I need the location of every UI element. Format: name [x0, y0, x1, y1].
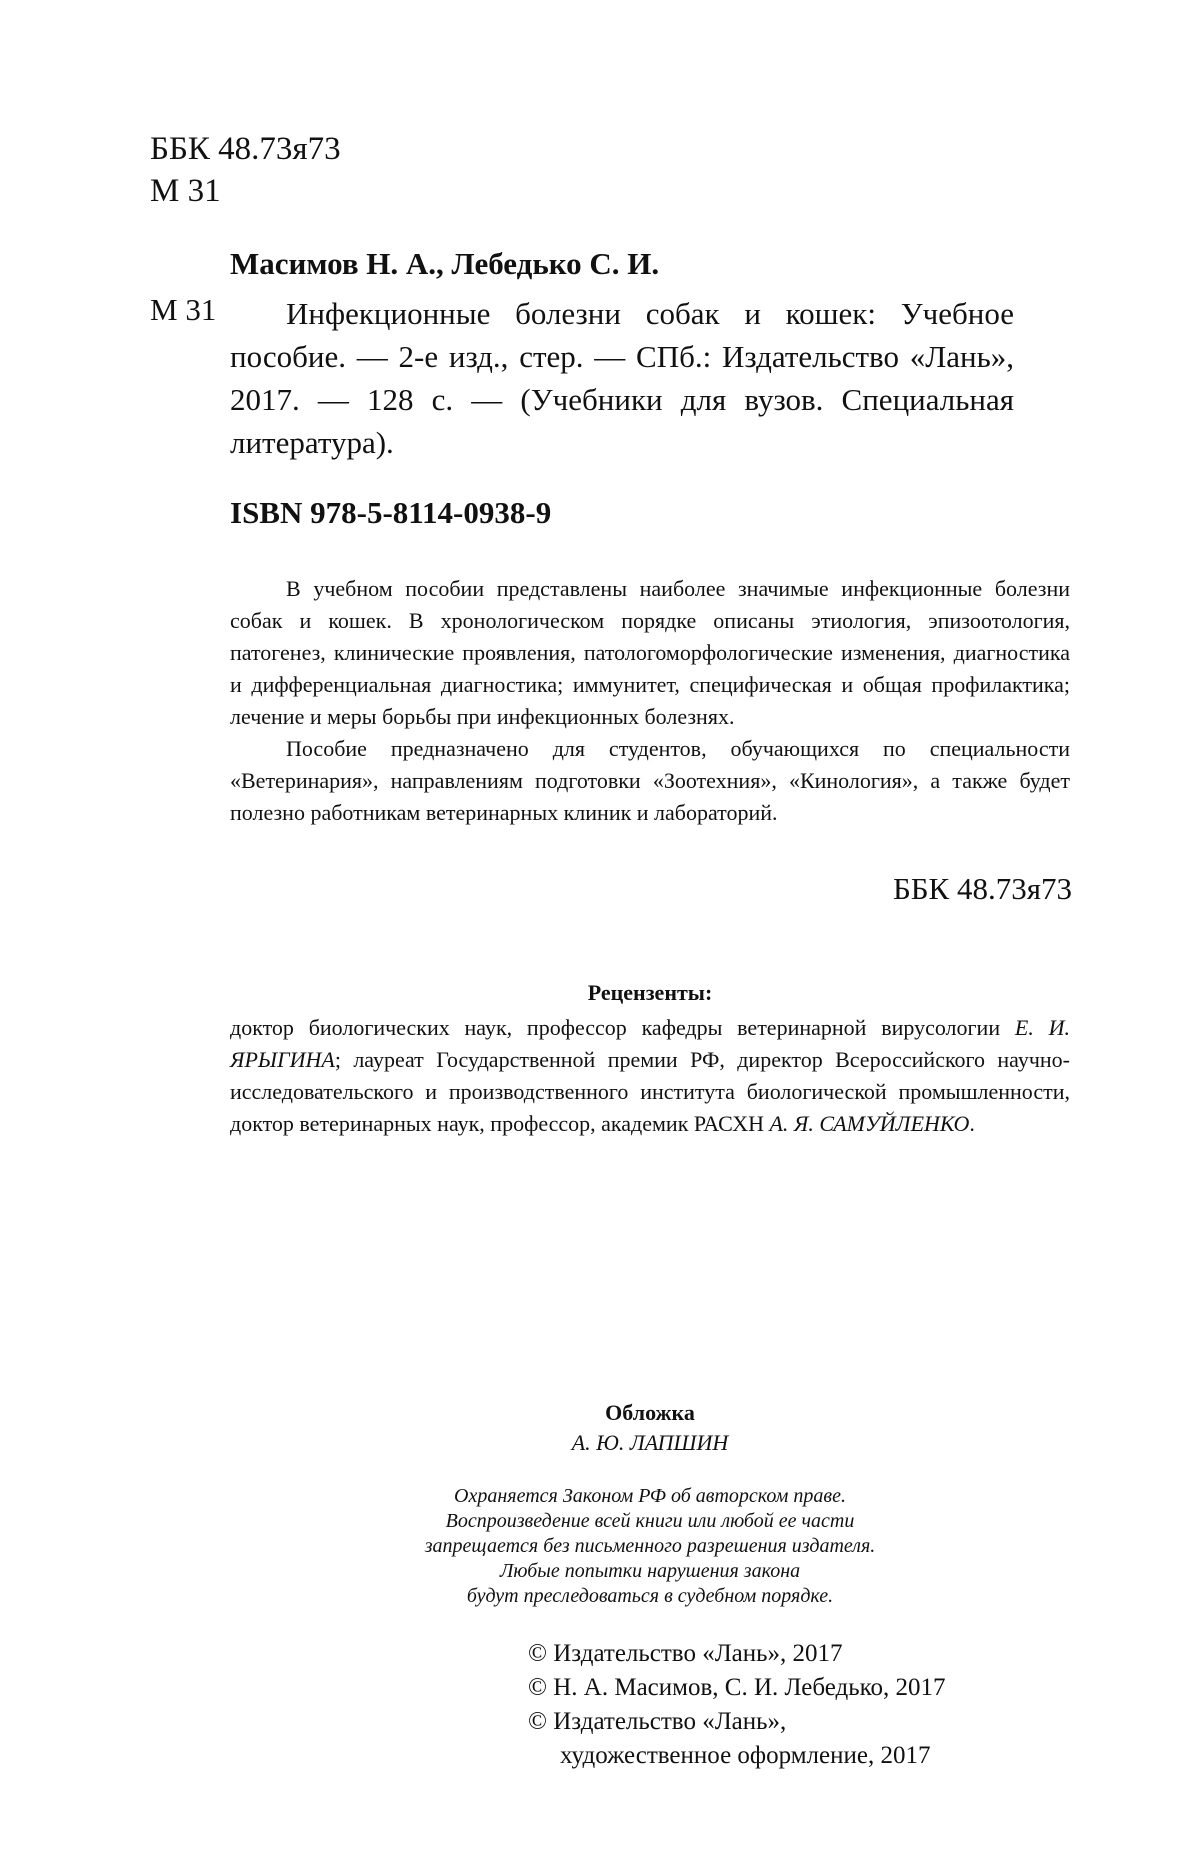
legal-notice-line: запрещается без письменного разрешения издателя. — [424, 1535, 876, 1557]
copyright-line: художественное оформление, 2017 — [560, 1742, 931, 1769]
legal-notice — [230, 1484, 1070, 1609]
copyright-line: © Н. А. Масимов, С. И. Лебедько, 2017 — [528, 1674, 946, 1701]
legal-notice-line: Воспроизведение всей книги или любой ее части — [445, 1510, 855, 1532]
reviewers-text-part: . — [969, 1111, 975, 1136]
reviewers-text — [230, 1012, 1070, 1140]
copyright-line: © Издательство «Лань», 2017 — [528, 1640, 843, 1667]
cutter-code-side: М 31 — [150, 292, 217, 327]
legal-notice-line: Охраняется Законом РФ об авторском праве. — [454, 1485, 846, 1507]
annotation-paragraph: В учебном пособии представлены наиболее значимые инфекционные болезни собак и кошек. В хронологическом порядке описаны этиология, эпизоотология, патогенез, клинические проявления, патологоморфологические изменения, диагностика и дифференциальная диагностика; иммунитет, специфическая и общая профилактика; лечение и меры борьбы при инфекционных болезнях. — [230, 576, 1070, 729]
cover-heading: Обложка — [605, 1400, 695, 1425]
legal-notice-line: будут преследоваться в судебном порядке. — [466, 1585, 834, 1607]
annotation-paragraph: Пособие предназначено для студентов, обучающихся по специальности «Ветеринария», направлениям подготовки «Зоотехния», «Кинология», а также будет полезно работникам ветеринарных клиник и лабораторий. — [230, 736, 1070, 825]
cover-designer: А. Ю. ЛАПШИН — [571, 1430, 729, 1455]
legal-notice-line: Любые попытки нарушения закона — [499, 1560, 801, 1582]
authors: Масимов Н. А., Лебедько С. И. — [230, 246, 660, 281]
reviewer-name: А. Я. САМУЙЛЕНКО — [769, 1111, 970, 1136]
bbk-code: ББК 48.73я73 — [150, 131, 341, 167]
isbn: ISBN 978-5-8114-0938-9 — [230, 495, 552, 530]
reviewers-text-part: доктор биологических наук, профессор кафедры ветеринарной вирусологии — [230, 1015, 1015, 1040]
cutter-code: М 31 — [150, 173, 221, 209]
bbk-code-annotation: ББК 48.73я73 — [892, 871, 1072, 906]
copyright-block — [528, 1637, 946, 1773]
reviewers-heading: Рецензенты: — [587, 980, 713, 1005]
classification-block — [150, 128, 341, 212]
copyright-line: © Издательство «Лань», — [528, 1708, 787, 1735]
reviewer-name: Е. И. ЯРЫГИНА — [230, 1015, 1070, 1072]
bibliographic-description: Инфекционные болезни собак и кошек: Учебное пособие. — 2-е изд., стер. — СПб.: Издательство «Лань», 2017. — 128 с. — (Учебники для вузов. Специальная литература). — [230, 296, 1014, 460]
reviewers-text-part: ; лауреат Государственной премии РФ, директор Всероссийского научно-исследовательского и производственного института биологической промышленности, доктор ветеринарных наук, профессор, академик РАСХН — [230, 1047, 1070, 1136]
annotation — [230, 573, 1070, 829]
